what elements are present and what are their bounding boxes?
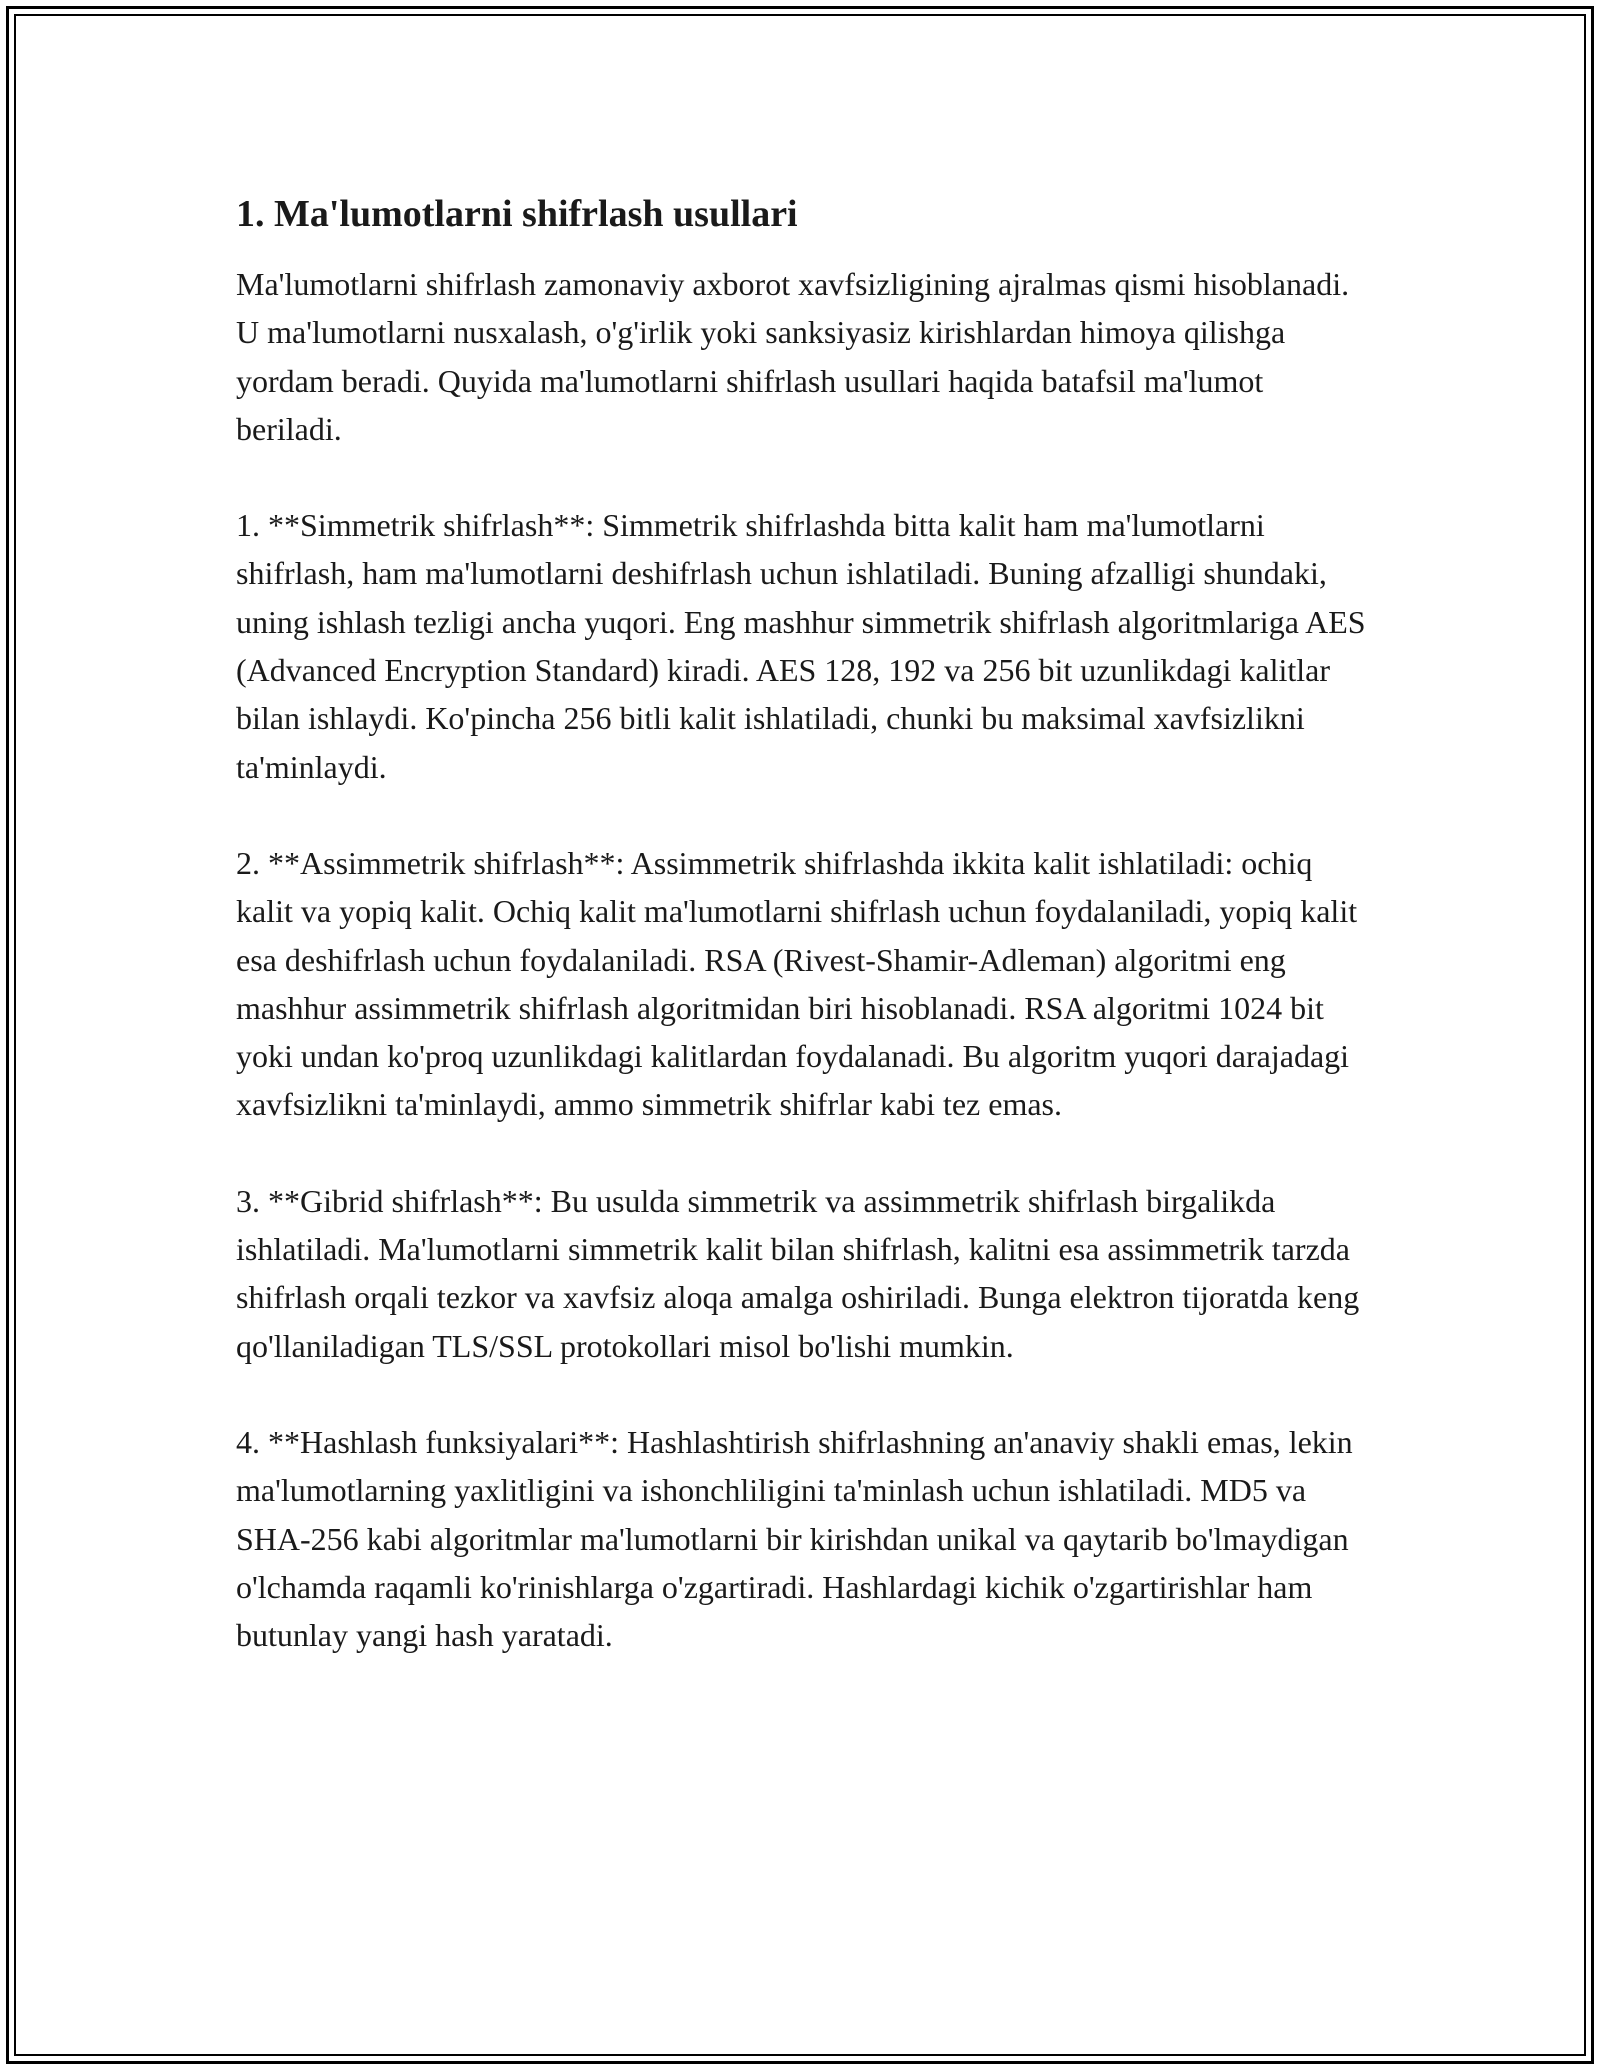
intro-paragraph: Ma'lumotlarni shifrlash zamonaviy axborot xavfsizligining ajralmas qismi hisoblanadi. U ma'lumotlarni nusxalash, o'g'irlik yoki sanksiyasiz kirishlardan himoya qilishga yordam beradi. Quyida ma'lumotlarni shifrlash usullari haqida batafsil ma'lumot beriladi. — [236, 266, 1350, 447]
asymmetric-encryption-paragraph: 2. **Assimmetrik shifrlash**: Assimmetrik shifrlashda ikkita kalit ishlatiladi: ochiq kalit va yopiq kalit. Ochiq kalit ma'lumotlarni shifrlash uchun foydalaniladi, yopiq kalit esa deshifrlash uchun foydalaniladi. RSA (Rivest-Shamir-Adleman) algoritmi eng mashhur assimmetrik shifrlash algoritmidan biri hisoblanadi. RSA algoritmi 1024 bit yoki undan ko'proq uzunlikdagi kalitlardan foydalanadi. Bu algoritm yuqori darajadagi xavfsizlikni ta'minlaydi, ammo simmetrik shifrlar kabi tez emas. — [236, 844, 1358, 1123]
document-title: 1. Ma'lumotlarni shifrlash usullari — [236, 193, 798, 235]
document-body — [236, 190, 1366, 1659]
hash-functions-paragraph: 4. **Hashlash funksiyalari**: Hashlashtirish shifrlashning an'anaviy shakli emas, lekin ma'lumotlarning yaxlitligini va ishonchliligini ta'minlash uchun ishlatiladi. MD5 va SHA-256 kabi algoritmlar ma'lumotlarni bir kirishdan unikal va qaytarib bo'lmaydigan o'lchamda raqamli ko'rinishlarga o'zgartiradi. Hashlardagi kichik o'zgartirishlar ham butunlay yangi hash yaratadi. — [236, 1423, 1353, 1654]
hybrid-encryption-paragraph: 3. **Gibrid shifrlash**: Bu usulda simmetrik va assimmetrik shifrlash birgalikda ishlatiladi. Ma'lumotlarni simmetrik kalit bilan shifrlash, kalitni esa assimmetrik tarzda shifrlash orqali tezkor va xavfsiz aloqa amalga oshiriladi. Bunga elektron tijoratda keng qo'llaniladigan TLS/SSL protokollari misol bo'lishi mumkin. — [236, 1182, 1360, 1364]
symmetric-encryption-paragraph: 1. **Simmetrik shifrlash**: Simmetrik shifrlashda bitta kalit ham ma'lumotlarni shifrlash, ham ma'lumotlarni deshifrlash uchun ishlatiladi. Buning afzalligi shundaki, uning ishlash tezligi ancha yuqori. Eng mashhur simmetrik shifrlash algoritmlariga AES (Advanced Encryption Standard) kiradi. AES 128, 192 va 256 bit uzunlikdagi kalitlar bilan ishlaydi. Ko'pincha 256 bitli kalit ishlatiladi, chunki bu maksimal xavfsizlikni ta'minlaydi. — [236, 507, 1366, 785]
